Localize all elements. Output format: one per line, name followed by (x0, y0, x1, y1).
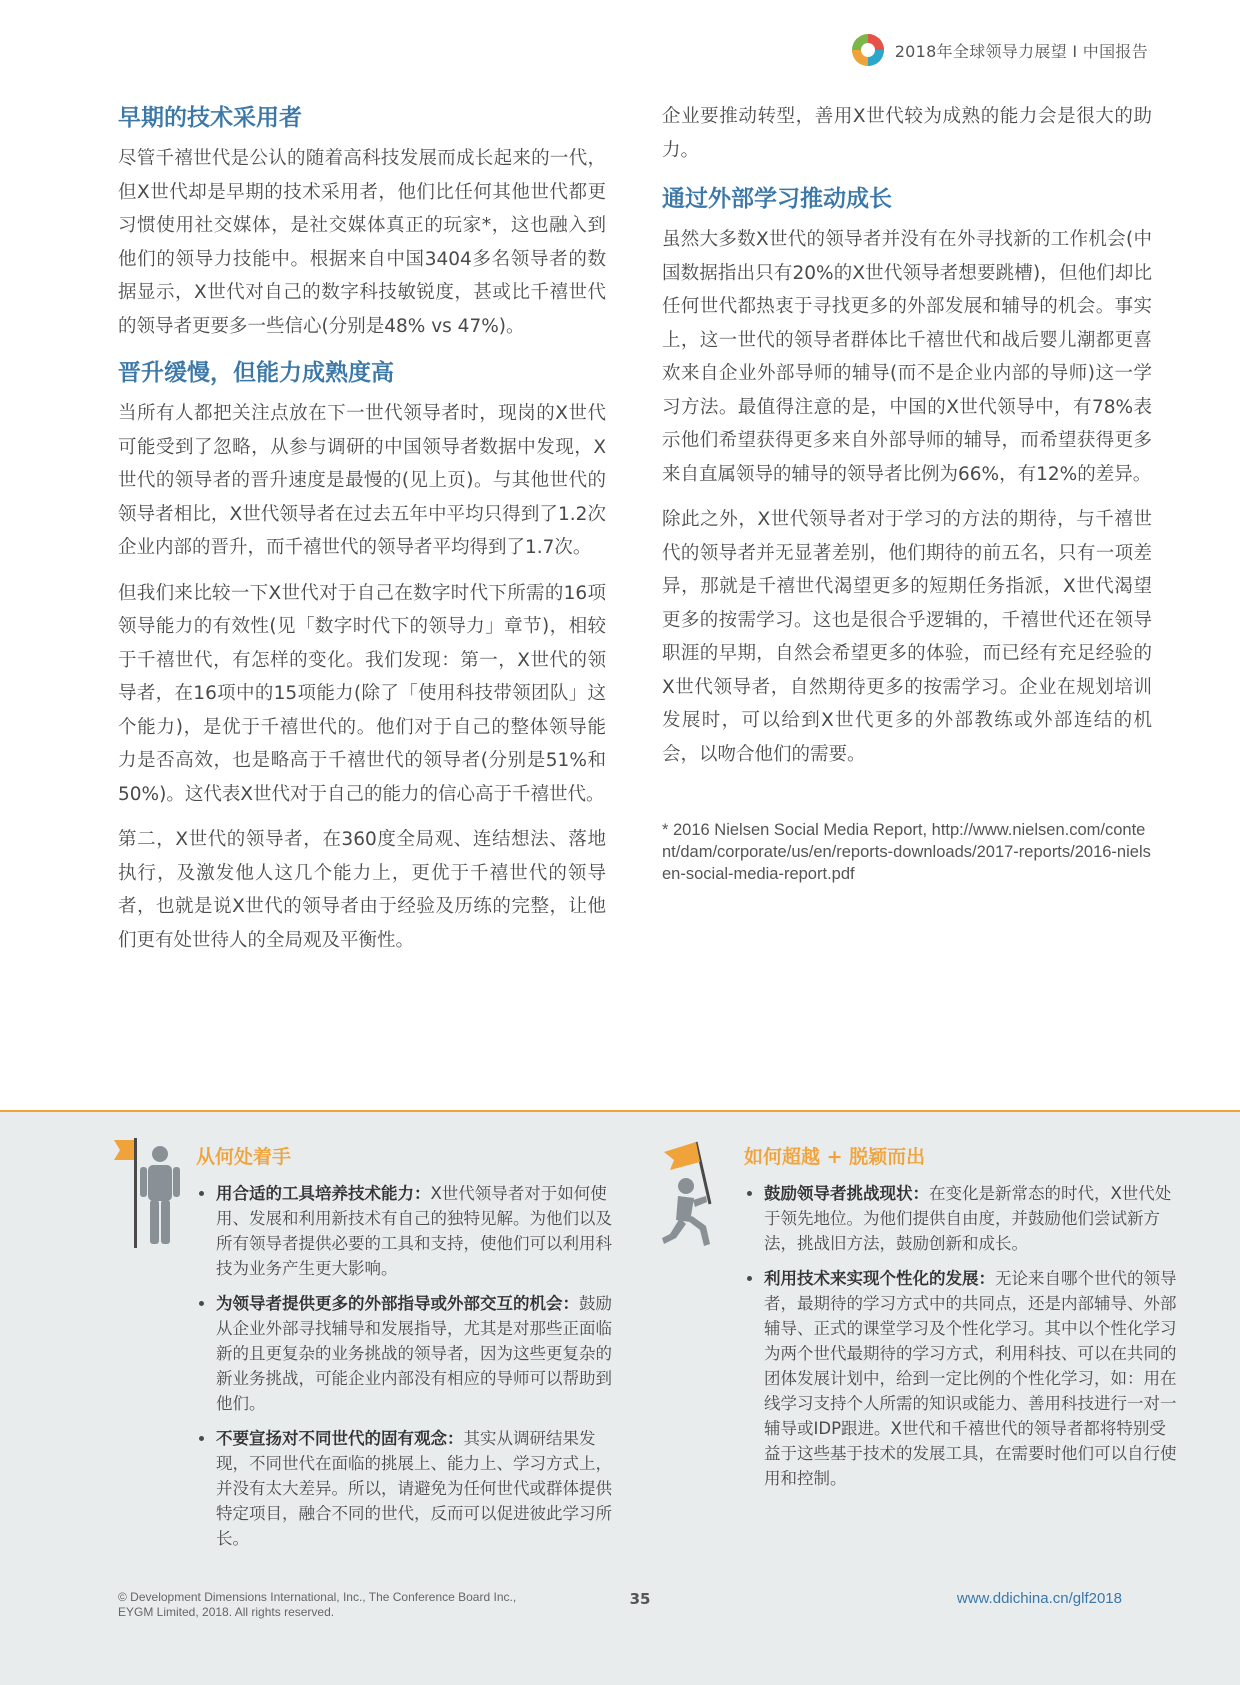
website-link[interactable]: www.ddichina.cn/glf2018 (956, 1590, 1122, 1607)
tips-title: 从何处着手 (196, 1146, 292, 1168)
section-heading-early-adopters: 早期的技术采用者 (118, 105, 302, 131)
tip-lead: 利用技术来实现个性化的发展： (764, 1269, 995, 1288)
list-item (216, 1181, 612, 1281)
right-column (662, 100, 1152, 885)
page-header (851, 30, 1148, 70)
paragraph: 第二，X世代的领导者，在360度全局观、连结想法、落地执行，及激发他人这几个能力上，更优于千禧世代的领导者，也就是说X世代的领导者由于经验及历练的完整，让他们更有处世待人的全局观及平衡性。 (118, 829, 606, 951)
section-heading-slow-promotion: 晋升缓慢，但能力成熟度高 (118, 360, 394, 386)
tips-list (744, 1181, 1180, 1491)
list-item (764, 1266, 1180, 1491)
tip-lead: 用合适的工具培养技术能力： (216, 1184, 431, 1203)
tip-text: 无论来自哪个世代的领导者，最期待的学习方式中的共同点，还是内部辅导、外部辅导、正式的课堂学习及个性化学习。其中以个性化学习为两个世代最期待的学习方式，利用科技、可以在共同的团体发展计划中，给到一定比例的个性化学习，如：用在线学习支持个人所需的知识或能力、善用科技进行一对一辅导或IDP跟进。X世代和千禧世代的领导者都将特别受益于这些基于技术的发展工具，在需要时他们可以自行使用和控制。 (764, 1269, 1177, 1488)
report-logo-icon (851, 33, 885, 67)
section-heading-external-learning: 通过外部学习推动成长 (662, 186, 892, 212)
paragraph: 除此之外，X世代领导者对于学习的方法的期待，与千禧世代的领导者并无显著差别，他们期待的前五名，只有一项差异，那就是千禧世代渴望更多的短期任务指派，X世代渴望更多的按需学习。这也是很合乎逻辑的，千禧世代还在领导职涯的早期，自然会希望更多的体验，而已经有充足经验的X世代领导者，自然期待更多的按需学习。企业在规划培训发展时，可以给到X世代更多的外部教练或外部连结的机会，以吻合他们的需要。 (662, 509, 1152, 765)
paragraph: 虽然大多数X世代的领导者并没有在外寻找新的工作机会(中国数据指出只有20%的X世代领导者想要跳槽)，但他们却比任何世代都热衷于寻找更多的外部发展和辅导的机会。事实上，这一世代的领导者群体比千禧世代和战后婴儿潮都更喜欢来自企业外部导师的辅导(而不是企业内部的导师)这一学习方法。最值得注意的是，中国的X世代领导中，有78%表示他们希望获得更多来自外部导师的辅导，而希望获得更多来自直属领导的辅导的领导者比例为66%，有12%的差异。 (662, 229, 1152, 485)
tip-lead: 鼓励领导者挑战现状： (764, 1184, 929, 1203)
list-item (216, 1291, 612, 1416)
list-item (764, 1181, 1180, 1256)
page-number: 35 (629, 1590, 651, 1608)
tips-content (744, 1138, 1180, 1501)
left-column (118, 100, 606, 969)
list-item (216, 1426, 612, 1551)
copyright-notice: © Development Dimensions International, Inc., The Conference Board Inc., EYGM Limited, 2018. All rights reserved. (118, 1590, 517, 1619)
tip-lead: 为领导者提供更多的外部指导或外部交互的机会： (216, 1294, 579, 1313)
paragraph: 尽管千禧世代是公认的随着高科技发展而成长起来的一代，但X世代却是早期的技术采用者，他们比任何其他世代都更习惯使用社交媒体，是社交媒体真正的玩家*，这也融入到他们的领导力技能中。根据来自中国3404多名领导者的数据显示，X世代对自己的数字科技敏锐度，甚或比千禧世代的领导者更要多一些信心(分别是48% vs 47%)。 (118, 148, 606, 337)
tip-text: 鼓励从企业外部寻找辅导和发展指导，尤其是对那些正面临新的且更复杂的业务挑战的领导者，因为这些更复杂的新业务挑战，可能企业内部没有相应的导师可以帮助到他们。 (216, 1294, 612, 1413)
tips-content (196, 1138, 612, 1561)
report-title: 2018年全球领导力展望 I 中国报告 (894, 41, 1148, 61)
paragraph: 但我们来比较一下X世代对于自己在数字时代下所需的16项领导能力的有效性(见「数字时代下的领导力」章节)，相较于千禧世代，有怎样的变化。我们发现：第一，X世代的领导者，在16项中的15项能力(除了「使用科技带领团队」这个能力)，是优于千禧世代的。他们对于自己的整体领导能力是否高效，也是略高于千禧世代的领导者(分别是51%和50%)。这代表X世代对于自己的能力的信心高于千禧世代。 (118, 582, 606, 805)
tips-list (196, 1181, 612, 1551)
tip-text: X世代领导者对于如何使用、发展和利用新技术有自己的独特见解。为他们以及所有领导者提供必要的工具和支持，使他们可以利用科技为业务产生更大影响。 (216, 1184, 612, 1278)
footnote: * 2016 Nielsen Social Media Report, http://www.nielsen.com/content/dam/corporate/us/en/reports-downloads/2017-reports/2016-nielsen-social-media-report.pdf (662, 821, 1151, 883)
standing-person-flag-icon (112, 1138, 182, 1248)
tip-text: 其实从调研结果发现，不同世代在面临的挑展上、能力上、学习方式上，并没有太大差异。所以，请避免为任何世代或群体提供特定项目，融合不同的世代，反而可以促进彼此学习所长。 (216, 1429, 612, 1548)
paragraph: 当所有人都把关注点放在下一世代领导者时，现岗的X世代可能受到了忽略，从参与调研的中国领导者数据中发现，X世代的领导者的晋升速度是最慢的(见上页)。与其他世代的领导者相比，X世代领导者在过去五年中平均只得到了1.2次企业内部的晋升，而千禧世代的领导者平均得到了1.7次。 (118, 403, 606, 558)
tips-title: 如何超越 + 脱颖而出 (744, 1146, 926, 1168)
paragraph: 企业要推动转型，善用X世代较为成熟的能力会是很大的助力。 (662, 106, 1152, 161)
tip-lead: 不要宣扬对不同世代的固有观念： (216, 1429, 464, 1448)
tip-text: 在变化是新常态的时代，X世代处于领先地位。为他们提供自由度，并鼓励他们尝试新方法，挑战旧方法，鼓励创新和成长。 (764, 1184, 1172, 1253)
running-person-flag-icon (660, 1138, 730, 1248)
